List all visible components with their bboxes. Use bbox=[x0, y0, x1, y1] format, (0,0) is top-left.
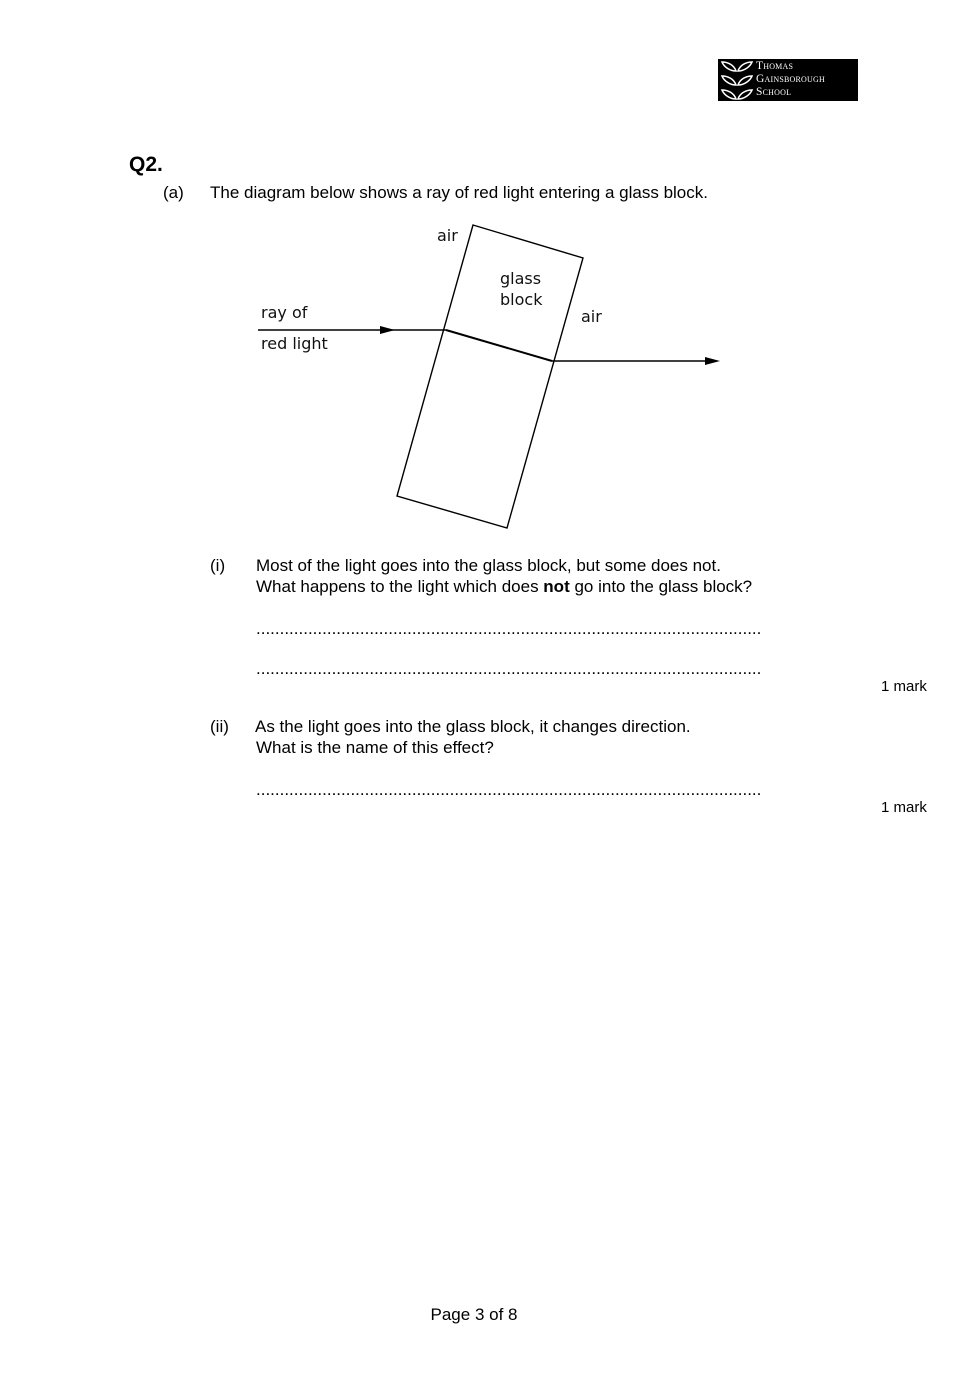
refracted-ray bbox=[446, 330, 552, 361]
mark-i: 1 mark bbox=[881, 678, 927, 695]
label-red-light: red light bbox=[261, 334, 328, 353]
incident-arrowhead bbox=[380, 326, 395, 334]
answer-line-i-2[interactable]: ........................................................................................................... bbox=[256, 659, 762, 678]
page-number: Page 3 of 8 bbox=[430, 1305, 518, 1324]
label-air-right: air bbox=[581, 307, 602, 326]
question-number: Q2. bbox=[129, 153, 163, 176]
mark-ii: 1 mark bbox=[881, 799, 927, 816]
part-i-line-2-bold: not bbox=[543, 577, 570, 596]
school-logo bbox=[718, 59, 858, 101]
answer-line-i-1[interactable]: ........................................................................................................... bbox=[256, 619, 762, 638]
part-i-line-2-post: go into the glass block? bbox=[569, 577, 753, 596]
label-ray-of: ray of bbox=[261, 303, 308, 322]
leaf-emblem-icon bbox=[720, 60, 754, 100]
logo-line-1: Thomas bbox=[756, 60, 794, 72]
label-air-top: air bbox=[437, 226, 458, 245]
part-i-line-2 bbox=[256, 576, 752, 597]
refraction-diagram bbox=[240, 215, 740, 535]
part-i-label: (i) bbox=[210, 556, 226, 575]
glass-block-outline bbox=[397, 225, 583, 528]
logo-line-2: Gainsborough bbox=[756, 73, 825, 85]
answer-line-ii[interactable]: ........................................................................................................... bbox=[256, 780, 762, 799]
part-ii-line-2: What is the name of this effect? bbox=[256, 738, 494, 757]
part-i-line-1: Most of the light goes into the glass block, but some does not. bbox=[256, 556, 721, 575]
part-a-intro: The diagram below shows a ray of red light entering a glass block. bbox=[210, 183, 708, 202]
part-a-label: (a) bbox=[163, 183, 184, 202]
logo-line-3: School bbox=[756, 86, 792, 98]
label-glass: glass bbox=[500, 269, 542, 288]
part-ii-line-1: As the light goes into the glass block, it changes direction. bbox=[255, 717, 691, 736]
part-i-line-2-pre: What happens to the light which does bbox=[256, 577, 544, 596]
part-ii-label: (ii) bbox=[210, 717, 229, 736]
label-block: block bbox=[500, 290, 543, 309]
emergent-arrowhead bbox=[705, 357, 720, 365]
